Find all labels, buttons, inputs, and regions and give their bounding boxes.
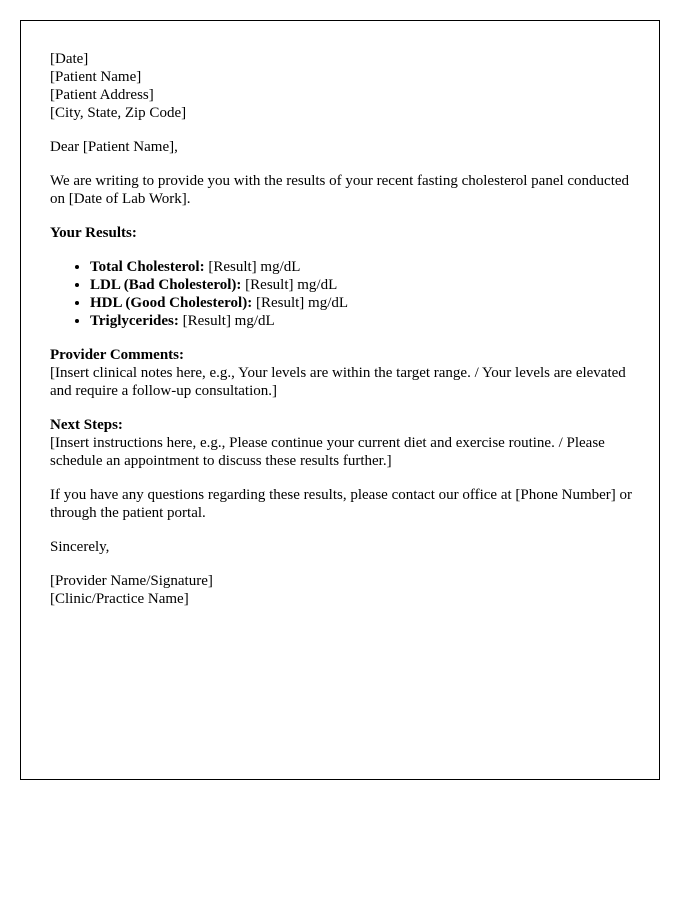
results-heading: Your Results: <box>50 225 137 241</box>
contact-paragraph: If you have any questions regarding these results, please contact our office at [Phone Number] or through the patient portal. <box>50 487 633 521</box>
closing: Sincerely, <box>50 539 110 555</box>
next-steps-section <box>50 416 635 470</box>
intro-paragraph: We are writing to provide you with the results of your recent fasting cholesterol panel conducted on [Date of Lab Work]. <box>50 173 630 207</box>
provider-signature: [Provider Name/Signature] <box>50 573 213 589</box>
results-list <box>50 258 635 330</box>
signature-block <box>50 572 635 608</box>
patient-name: [Patient Name] <box>50 69 142 85</box>
result-value: [Result] mg/dL <box>178 313 275 329</box>
provider-comments-section <box>50 346 635 400</box>
city-state-zip: [City, State, Zip Code] <box>50 105 187 121</box>
result-label: Triglycerides: <box>90 313 179 329</box>
next-steps-heading: Next Steps: <box>50 417 123 433</box>
next-steps-text: [Insert instructions here, e.g., Please continue your current diet and exercise routine. / Please schedule an appointment to discuss these results further.] <box>50 435 605 469</box>
letter-page <box>20 20 660 780</box>
result-value: [Result] mg/dL <box>252 295 349 311</box>
recipient-header <box>50 50 635 122</box>
provider-comments-text: [Insert clinical notes here, e.g., Your levels are within the target range. / Your levels are elevated and require a follow-up consultation.] <box>50 365 626 399</box>
result-value: [Result] mg/dL <box>241 277 338 293</box>
patient-address: [Patient Address] <box>50 87 154 103</box>
clinic-name: [Clinic/Practice Name] <box>50 591 189 607</box>
provider-comments-heading: Provider Comments: <box>50 347 185 363</box>
result-label: LDL (Bad Cholesterol): <box>90 277 242 293</box>
result-item-total-cholesterol <box>90 258 635 276</box>
result-item-triglycerides <box>90 312 635 330</box>
result-value: [Result] mg/dL <box>204 259 301 275</box>
result-label: Total Cholesterol: <box>90 259 205 275</box>
result-item-hdl <box>90 294 635 312</box>
result-label: HDL (Good Cholesterol): <box>90 295 253 311</box>
salutation: Dear [Patient Name], <box>50 139 178 155</box>
letter-body <box>50 50 635 624</box>
letter-date: [Date] <box>50 51 89 67</box>
result-item-ldl <box>90 276 635 294</box>
